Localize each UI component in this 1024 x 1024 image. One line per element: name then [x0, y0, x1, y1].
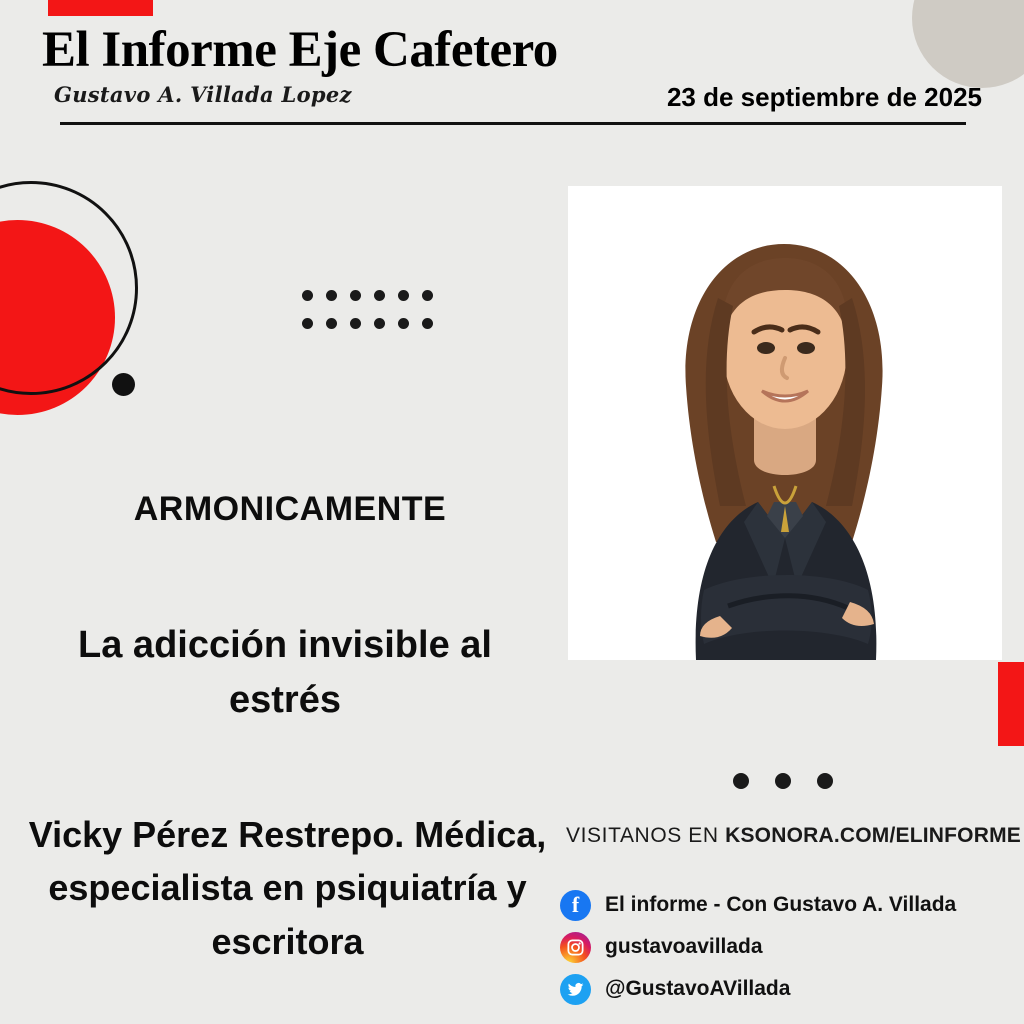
grid-dot: [398, 318, 409, 329]
grid-dot: [302, 290, 313, 301]
instagram-icon: [560, 932, 591, 963]
social-item-instagram[interactable]: [560, 926, 1020, 968]
decorative-circles: [0, 175, 170, 440]
instagram-handle: gustavoavillada: [605, 935, 763, 958]
instagram-glyph: [566, 938, 585, 957]
grid-dot: [374, 290, 385, 301]
social-item-facebook[interactable]: [560, 884, 1020, 926]
social-item-twitter[interactable]: [560, 968, 1020, 1010]
small-black-dot: [112, 373, 135, 396]
dot: [733, 773, 749, 789]
social-links: [560, 884, 1020, 1010]
dot: [775, 773, 791, 789]
twitter-bird-glyph: [566, 980, 585, 999]
facebook-handle: El informe - Con Gustavo A. Villada: [605, 893, 957, 916]
grid-dot: [350, 290, 361, 301]
masthead: [42, 24, 982, 120]
author-name: Gustavo A. Villada Lopez: [54, 81, 352, 107]
visit-prefix: VISITANOS EN: [566, 824, 726, 847]
header-divider: [60, 122, 966, 125]
dot: [817, 773, 833, 789]
twitter-icon: [560, 974, 591, 1005]
visit-website[interactable]: KSONORA.COM/ELINFORME: [725, 824, 1021, 847]
grid-dot: [302, 318, 313, 329]
three-dots-decoration: [733, 773, 833, 789]
grid-dot: [422, 290, 433, 301]
program-name: ARMONICAMENTE: [133, 490, 447, 528]
dot-grid-decoration: [302, 290, 446, 346]
outline-circle: [0, 181, 138, 395]
grid-dot: [350, 318, 361, 329]
grid-dot: [398, 290, 409, 301]
red-right-block: [998, 662, 1024, 746]
grid-dot: [326, 318, 337, 329]
masthead-meta: [42, 82, 982, 120]
visit-line: [566, 824, 1021, 848]
twitter-handle: @GustavoAVillada: [605, 977, 791, 1000]
publication-date: 23 de septiembre de 2025: [666, 81, 982, 112]
grid-dot: [422, 318, 433, 329]
facebook-icon: f: [560, 890, 591, 921]
page-title: El Informe Eje Cafetero: [42, 22, 558, 78]
grid-dot: [326, 290, 337, 301]
grid-dot: [374, 318, 385, 329]
red-top-bar: [48, 0, 153, 16]
guest-photo: [568, 186, 1002, 660]
portrait-illustration: [568, 186, 1002, 660]
episode-headline: La adicción invisible al estrés: [78, 624, 492, 722]
guest-description: Vicky Pérez Restrepo. Médica, especialista en psiquiatría y escritora: [28, 814, 547, 962]
